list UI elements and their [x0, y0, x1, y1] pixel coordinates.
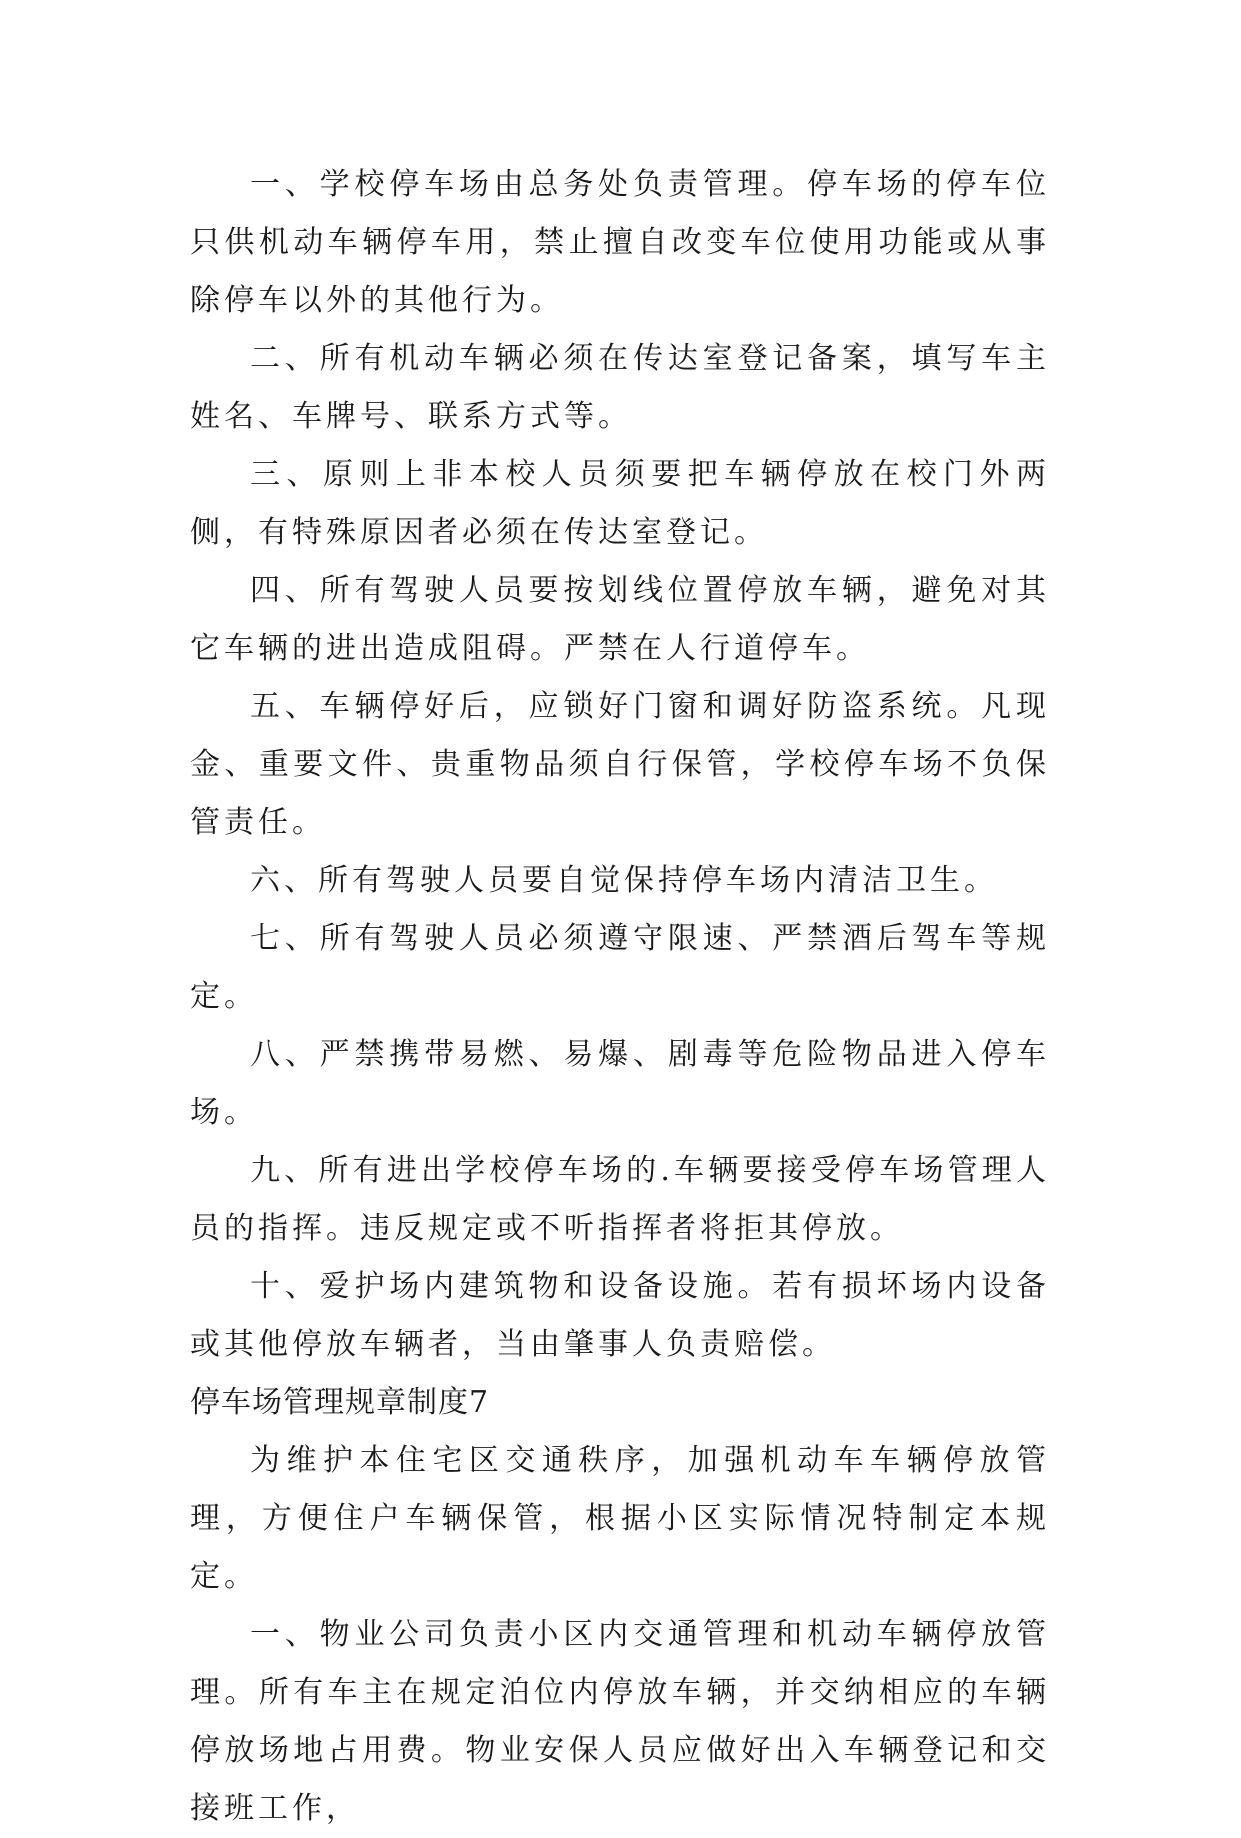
rule-paragraph-2: 二、所有机动车辆必须在传达室登记备案，填写车主姓名、车牌号、联系方式等。 — [190, 341, 1050, 434]
rule-paragraph-8: 八、严禁携带易燃、易爆、剧毒等危险物品进入停车场。 — [190, 1037, 1050, 1130]
rule-paragraph-7: 七、所有驾驶人员必须遵守限速、严禁酒后驾车等规定。 — [190, 921, 1050, 1014]
document-body — [190, 156, 1050, 1838]
rule-paragraph-5: 五、车辆停好后，应锁好门窗和调好防盗系统。凡现金、重要文件、贵重物品须自行保管，学校停车场不负保管责任。 — [190, 689, 1050, 840]
rule-paragraph-10: 十、爱护场内建筑物和设备设施。若有损坏场内设备或其他停放车辆者，当由肇事人负责赔偿。 — [190, 1269, 1050, 1362]
intro-paragraph: 为维护本住宅区交通秩序，加强机动车车辆停放管理，方便住户车辆保管，根据小区实际情况特制定本规定。 — [190, 1443, 1050, 1594]
rule-paragraph-4: 四、所有驾驶人员要按划线位置停放车辆，避免对其它车辆的进出造成阻碍。严禁在人行道停车。 — [190, 573, 1050, 666]
rule-paragraph-1: 一、学校停车场由总务处负责管理。停车场的停车位只供机动车辆停车用，禁止擅自改变车位使用功能或从事除停车以外的其他行为。 — [190, 167, 1050, 318]
rule-paragraph-6: 六、所有驾驶人员要自觉保持停车场内清洁卫生。 — [250, 863, 998, 898]
rule-paragraph-3: 三、原则上非本校人员须要把车辆停放在校门外两侧，有特殊原因者必须在传达室登记。 — [190, 457, 1050, 550]
rule-paragraph-9: 九、所有进出学校停车场的.车辆要接受停车场管理人员的指挥。违反规定或不听指挥者将拒其停放。 — [190, 1153, 1050, 1246]
rule-paragraph-property-1: 一、物业公司负责小区内交通管理和机动车辆停放管理。所有车主在规定泊位内停放车辆，并交纳相应的车辆停放场地占用费。物业安保人员应做好出入车辆登记和交接班工作， — [190, 1617, 1050, 1826]
section-heading: 停车场管理规章制度7 — [190, 1385, 490, 1420]
